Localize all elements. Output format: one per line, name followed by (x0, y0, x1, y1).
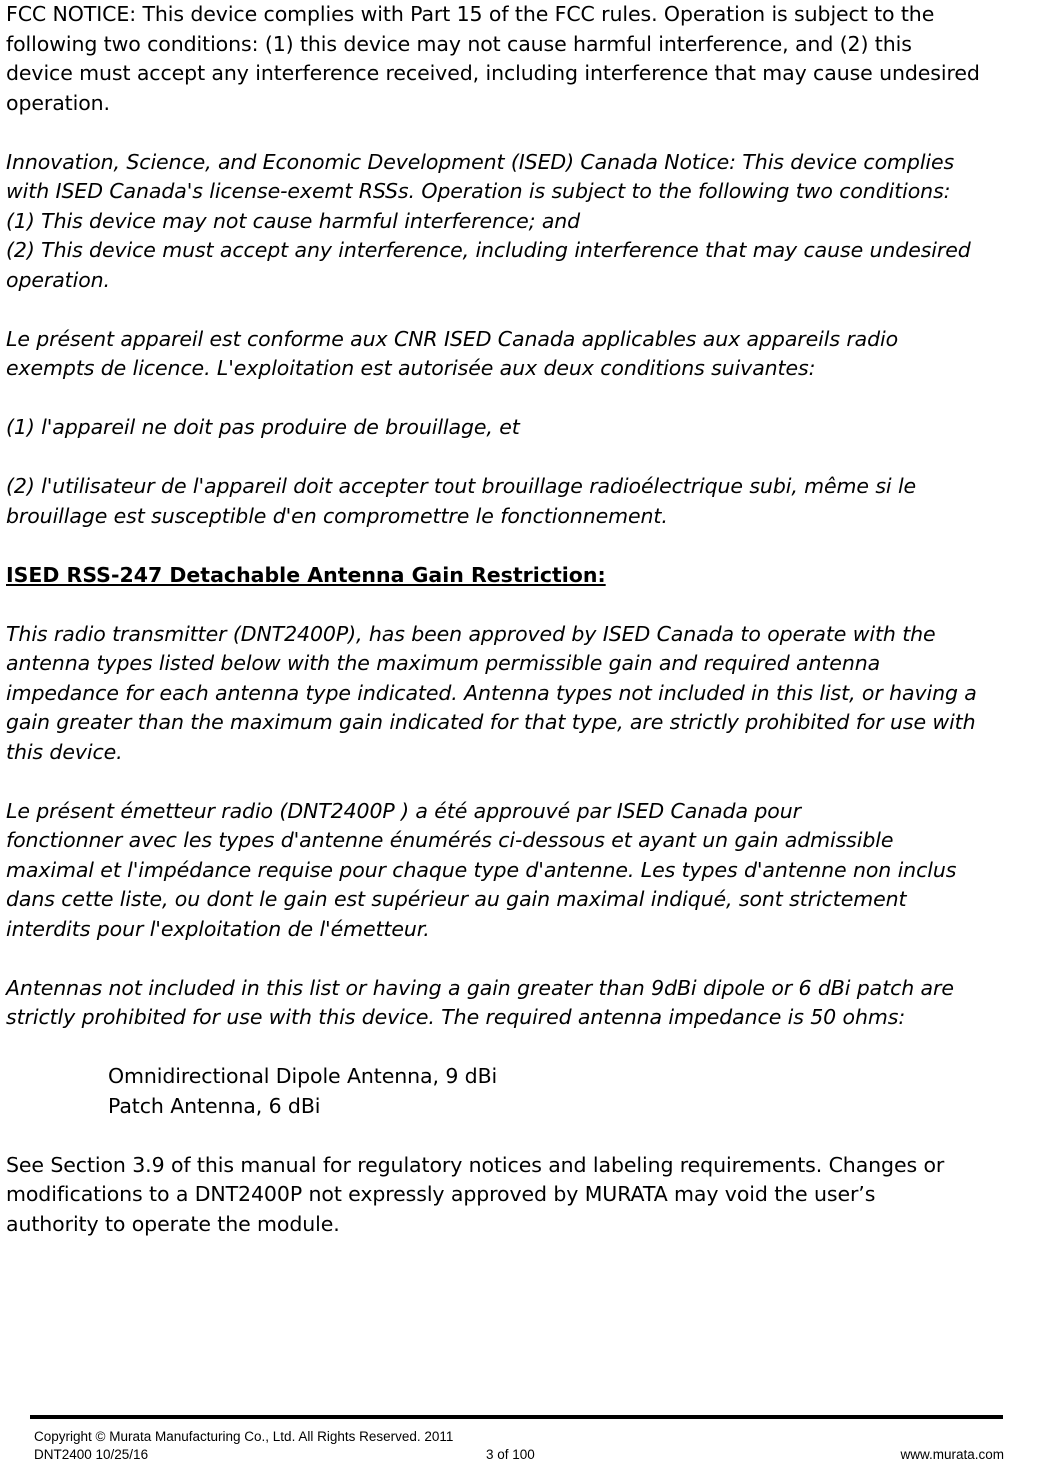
ised-notice-line: (1) This device may not cause harmful interference; and (6, 208, 581, 233)
ised-notice-fr-line: exempts de licence. L'exploitation est autorisée aux deux conditions suivantes: (6, 356, 816, 380)
antenna-list-item: Omnidirectional Dipole Antenna, 9 dBi (108, 1064, 498, 1088)
rss247-fr-line: fonctionner avec les types d'antenne énumérés ci-dessous et ayant un gain admissible (6, 828, 894, 852)
rss247-line: This radio transmitter (DNT2400P), has been approved by ISED Canada to operate with the (6, 621, 936, 646)
fcc-notice-line: FCC NOTICE: This device complies with Part 15 of the FCC rules. Operation is subject to the (6, 2, 935, 26)
rss247-fr-line: Le présent émetteur radio (DNT2400P ) a été approuvé par ISED Canada pour (6, 798, 801, 823)
antenna-restriction-line: strictly prohibited for use with this device. The required antenna impedance is 50 ohms: (6, 1005, 906, 1029)
ised-condition-line: (1) l'appareil ne doit pas produire de brouillage, et (6, 415, 520, 439)
rss247-line: gain greater than the maximum gain indicated for that type, are strictly prohibited for use with (6, 710, 976, 734)
footer-divider (30, 1415, 1003, 1419)
footer-website-link[interactable]: www.murata.com (900, 1447, 1004, 1462)
ised-notice-english (6, 148, 1045, 296)
ised-condition-line: brouillage est susceptible d'en compromettre le fonctionnement. (6, 503, 668, 528)
fcc-notice-line: device must accept any interference received, including interference that may cause undesired (6, 61, 980, 85)
rss247-heading: ISED RSS-247 Detachable Antenna Gain Restriction: (6, 562, 606, 587)
footer-doc-id: DNT2400 10/25/16 (34, 1447, 149, 1462)
footer-copyright: Copyright © Murata Manufacturing Co., Ltd. All Rights Reserved. 2011 (34, 1429, 454, 1444)
ised-condition-line: (2) l'utilisateur de l'appareil doit accepter tout brouillage radioélectrique subi, même si le (6, 474, 917, 498)
ised-notice-fr-line: Le présent appareil est conforme aux CNR ISED Canada applicables aux appareils radio (6, 326, 899, 351)
section-reference (6, 1151, 1045, 1240)
fcc-notice (6, 0, 1045, 118)
section-reference-line: modifications to a DNT2400P not expressly approved by MURATA may void the user’s (6, 1182, 876, 1206)
rss247-fr-line: dans cette liste, ou dont le gain est supérieur au gain maximal indiqué, sont strictement (6, 887, 907, 911)
rss247-fr-line: maximal et l'impédance requise pour chaque type d'antenne. Les types d'antenne non inclus (6, 857, 957, 882)
ised-notice-french (6, 325, 1045, 384)
antenna-restriction-line: Antennas not included in this list or having a gain greater than 9dBi dipole or 6 dBi patch are (6, 975, 954, 1000)
antenna-list-item: Patch Antenna, 6 dBi (108, 1093, 321, 1118)
rss247-french (6, 797, 1045, 945)
section-reference-line: See Section 3.9 of this manual for regulatory notices and labeling requirements. Changes or (6, 1152, 945, 1177)
rss247-line: antenna types listed below with the maximum permissible gain and required antenna (6, 651, 881, 675)
section-reference-line: authority to operate the module. (6, 1211, 340, 1236)
rss247-english (6, 620, 1045, 768)
footer-page-number: 3 of 100 (486, 1447, 535, 1462)
page-body (6, 0, 1045, 1239)
page-footer (34, 1428, 1004, 1464)
ised-condition-2-french (6, 472, 1045, 531)
fcc-notice-line: following two conditions: (1) this device may not cause harmful interference, and (2) this (6, 31, 912, 56)
ised-condition-1-french (6, 413, 1045, 443)
fcc-notice-line: operation. (6, 90, 110, 115)
ised-notice-line: with ISED Canada's license-exemt RSSs. Operation is subject to the following two conditions: (6, 179, 951, 203)
antenna-restriction (6, 974, 1045, 1033)
ised-notice-line: (2) This device must accept any interference, including interference that may cause undesired (6, 238, 971, 262)
antenna-list (6, 1062, 1045, 1121)
ised-notice-line: Innovation, Science, and Economic Development (ISED) Canada Notice: This device complies (6, 149, 955, 174)
rss247-fr-line: interdits pour l'exploitation de l'émetteur. (6, 916, 430, 941)
rss247-line: this device. (6, 739, 123, 764)
rss247-line: impedance for each antenna type indicated. Antenna types not included in this list, or having a (6, 680, 977, 705)
ised-notice-line: operation. (6, 267, 110, 292)
